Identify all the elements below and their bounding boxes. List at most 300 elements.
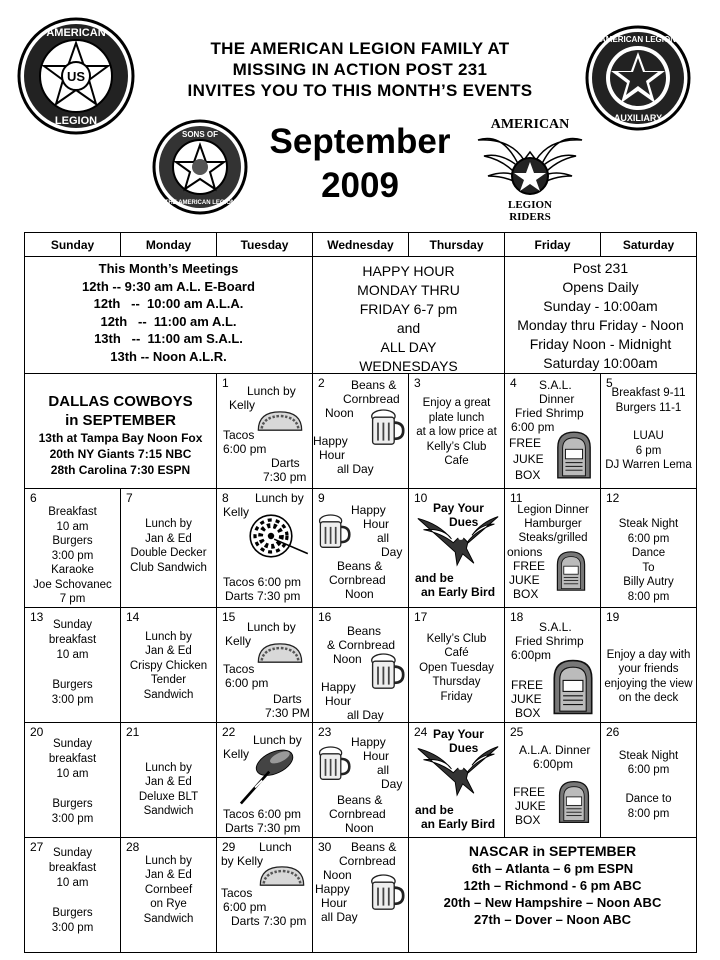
event-text: 6:00 pm bbox=[225, 675, 269, 690]
post-hours-line: Friday Noon - Midnight bbox=[529, 336, 672, 352]
event-text: Hour bbox=[325, 693, 352, 708]
day-cell-6 bbox=[25, 489, 121, 608]
event-text: Happy bbox=[321, 679, 356, 694]
event-text: breakfast bbox=[48, 861, 97, 874]
info-row bbox=[25, 257, 697, 374]
day-cell-18 bbox=[505, 607, 601, 722]
event-text: Tender bbox=[150, 674, 187, 686]
event-text: Breakfast 9-11 bbox=[611, 387, 686, 399]
week-row-2 bbox=[25, 489, 697, 608]
day-number: 11 bbox=[510, 491, 523, 505]
day-number: 19 bbox=[606, 609, 620, 624]
year: 2009 bbox=[321, 166, 399, 205]
event-text: FREE bbox=[513, 784, 546, 799]
day-cell-24 bbox=[409, 722, 505, 837]
beer-mug-icon bbox=[369, 872, 405, 914]
event-text: Lunch by bbox=[255, 491, 304, 505]
auxiliary-emblem-bottom: AUXILIARY bbox=[613, 113, 663, 123]
event-text: JUKE bbox=[509, 573, 540, 587]
day-cell-8 bbox=[217, 489, 313, 608]
event-text: Dues bbox=[449, 740, 479, 755]
day-cell-9 bbox=[313, 489, 409, 608]
day-cell-2 bbox=[313, 374, 409, 489]
event-text: DJ Warren Lema bbox=[605, 459, 692, 471]
legion-emblem-bottom: LEGION bbox=[54, 115, 98, 127]
happy-hour-line: WEDNESDAYS bbox=[359, 358, 458, 374]
weekday-wednesday: Wednesday bbox=[313, 233, 409, 257]
day-number: 21 bbox=[126, 724, 140, 739]
day-number: 5 bbox=[606, 376, 613, 390]
event-text: an Early Bird bbox=[421, 585, 496, 599]
event-text: Beans & bbox=[337, 792, 383, 807]
event-text: 7 pm bbox=[59, 593, 86, 605]
event-text: Pay Your bbox=[433, 501, 484, 515]
event-text: JUKE bbox=[513, 452, 544, 466]
day-cell-17 bbox=[409, 607, 505, 722]
legion-riders-emblem bbox=[474, 112, 586, 224]
event-text: Steak Night bbox=[618, 518, 679, 530]
day-number: 18 bbox=[510, 609, 524, 624]
event-text: 3:00 pm bbox=[51, 921, 94, 934]
nascar-title: NASCAR in SEPTEMBER bbox=[468, 842, 637, 859]
event-text: Happy bbox=[313, 434, 348, 448]
event-text: 10 am bbox=[56, 876, 89, 889]
day-cell-26 bbox=[601, 722, 697, 837]
event-text: Lunch by bbox=[253, 732, 302, 747]
event-text: Noon bbox=[323, 867, 352, 882]
event-text: Kelly bbox=[225, 633, 252, 648]
event-text: Happy bbox=[351, 734, 386, 749]
day-number: 22 bbox=[222, 724, 236, 739]
event-text: Deluxe BLT bbox=[138, 790, 199, 803]
taco-icon bbox=[255, 640, 305, 666]
event-text: Darts 7:30 pm bbox=[225, 820, 301, 835]
event-text: breakfast bbox=[48, 633, 97, 646]
event-text: at a low price at bbox=[416, 426, 497, 438]
event-text: Tacos bbox=[223, 661, 255, 676]
day-cell-15 bbox=[217, 607, 313, 722]
event-text: Jan & Ed bbox=[145, 532, 192, 545]
event-text: Kelly’s Club bbox=[426, 632, 487, 645]
event-text: all Day bbox=[347, 707, 384, 722]
post-hours-line: Post 231 bbox=[572, 260, 629, 276]
event-text: Double Decker bbox=[130, 547, 207, 559]
day-number: 28 bbox=[126, 839, 140, 854]
jukebox-icon bbox=[555, 430, 593, 480]
day-number: 17 bbox=[414, 609, 428, 624]
riders-emblem-bottom: LEGION bbox=[507, 199, 553, 211]
heading-line-2: MISSING IN ACTION POST 231 bbox=[232, 60, 488, 79]
event-text: Beans bbox=[347, 623, 382, 638]
event-text: an Early Bird bbox=[421, 816, 496, 831]
event-text: Darts 7:30 pm bbox=[231, 913, 307, 928]
event-text: 6:00 pm bbox=[627, 764, 670, 776]
heading-line-1: THE AMERICAN LEGION FAMILY AT bbox=[210, 39, 510, 58]
event-text: Darts 7:30 pm bbox=[225, 589, 301, 603]
month-title bbox=[230, 120, 490, 208]
event-text: Friday bbox=[440, 690, 473, 703]
meeting-line: 12th -- 11:00 am A.L. bbox=[100, 313, 237, 329]
event-text: Dues bbox=[449, 515, 479, 529]
meetings-box bbox=[25, 257, 313, 374]
cowboys-box bbox=[25, 374, 217, 489]
event-text: Dance bbox=[631, 547, 666, 559]
day-number: 29 bbox=[222, 839, 236, 854]
event-text: 3:00 pm bbox=[51, 693, 94, 706]
event-text: BOX bbox=[515, 812, 541, 827]
event-text: 6:00 pm bbox=[223, 442, 267, 456]
event-text: Joe Schovanec bbox=[33, 578, 112, 591]
meeting-line: 13th -- Noon A.L.R. bbox=[110, 348, 227, 364]
day-number: 30 bbox=[318, 839, 332, 854]
event-text: Burgers bbox=[52, 678, 93, 691]
day-number: 16 bbox=[318, 609, 332, 624]
event-text bbox=[601, 778, 696, 793]
meetings-title: This Month’s Meetings bbox=[98, 261, 239, 276]
event-text: BOX bbox=[513, 587, 539, 601]
beer-mug-icon bbox=[317, 513, 351, 551]
event-text: To bbox=[642, 561, 655, 574]
legion-emblem-top: AMERICAN bbox=[46, 27, 106, 39]
beer-mug-icon bbox=[317, 745, 351, 783]
event-text: Jan & Ed bbox=[145, 645, 192, 657]
day-cell-10 bbox=[409, 489, 505, 608]
day-cell-29 bbox=[217, 837, 313, 952]
event-text: Noon bbox=[325, 406, 354, 420]
event-text: 3:00 pm bbox=[51, 812, 94, 825]
event-text: Sandwich bbox=[143, 912, 194, 925]
day-cell-11 bbox=[505, 489, 601, 608]
day-number: 10 bbox=[414, 491, 428, 505]
event-text: Darts bbox=[271, 456, 300, 470]
event-text: FREE bbox=[511, 677, 544, 692]
cowboys-subtitle: in SEPTEMBER bbox=[65, 412, 176, 429]
event-text: Breakfast bbox=[48, 506, 97, 518]
day-cell-23 bbox=[313, 722, 409, 837]
day-cell-20 bbox=[25, 722, 121, 837]
event-text: Darts bbox=[273, 691, 302, 706]
event-text: on the deck bbox=[618, 692, 679, 704]
event-text: onions bbox=[507, 545, 543, 559]
event-text: Burgers bbox=[52, 906, 93, 919]
weekday-header-row bbox=[25, 233, 697, 257]
day-cell-1 bbox=[217, 374, 313, 489]
eagle-icon bbox=[415, 741, 501, 797]
event-text: Beans & bbox=[351, 378, 397, 392]
event-text: Cornbeef bbox=[144, 883, 193, 896]
event-text: Tacos 6:00 pm bbox=[223, 806, 302, 821]
day-number: 7 bbox=[126, 491, 133, 505]
nascar-race: 27th – Dover – Noon ABC bbox=[474, 911, 631, 927]
day-cell-14 bbox=[121, 607, 217, 722]
event-text: all Day bbox=[321, 909, 358, 924]
event-text: 7:30 PM bbox=[265, 705, 310, 720]
post-hours-line: Opens Daily bbox=[562, 279, 639, 295]
week-row-4 bbox=[25, 722, 697, 837]
eagle-icon bbox=[415, 511, 501, 567]
day-cell-5 bbox=[601, 374, 697, 489]
event-text: Enjoy a great bbox=[422, 397, 491, 409]
weekday-tuesday: Tuesday bbox=[217, 233, 313, 257]
event-text: breakfast bbox=[48, 752, 97, 765]
week-row-1 bbox=[25, 374, 697, 489]
event-text bbox=[25, 663, 120, 678]
day-number: 14 bbox=[126, 609, 140, 624]
american-legion-emblem bbox=[16, 16, 136, 136]
taco-icon bbox=[255, 408, 305, 434]
event-text: Kelly’s Club bbox=[426, 440, 487, 453]
event-text: BOX bbox=[515, 705, 541, 720]
event-text: all bbox=[377, 531, 390, 545]
legion-emblem-center: US bbox=[66, 69, 86, 84]
post-hours-line: Sunday - 10:00am bbox=[543, 298, 658, 314]
event-text: 6:00 pm bbox=[627, 532, 670, 545]
event-text: Hour bbox=[363, 517, 390, 531]
day-number: 23 bbox=[318, 724, 332, 739]
event-text: Burgers 11-1 bbox=[615, 401, 682, 414]
event-text: Sunday bbox=[52, 618, 92, 631]
event-text: S.A.L. bbox=[539, 378, 572, 392]
day-cell-21 bbox=[121, 722, 217, 837]
event-text: 3:00 pm bbox=[51, 549, 94, 562]
event-text: 6 pm bbox=[635, 444, 662, 457]
event-text: JUKE bbox=[515, 798, 546, 813]
event-text: 7:30 pm bbox=[263, 470, 307, 484]
event-text bbox=[601, 415, 696, 429]
riders-emblem-bottom2: RIDERS bbox=[509, 211, 551, 223]
event-text: Cornbread bbox=[339, 853, 396, 868]
day-number: 12 bbox=[606, 491, 620, 505]
event-calendar bbox=[24, 232, 697, 953]
day-cell-4 bbox=[505, 374, 601, 489]
event-text: Lunch by bbox=[145, 854, 192, 867]
beer-mug-icon bbox=[369, 408, 405, 448]
jukebox-icon bbox=[551, 658, 595, 716]
day-cell-27 bbox=[25, 837, 121, 952]
jukebox-icon bbox=[555, 549, 587, 593]
meeting-line: 13th -- 11:00 am S.A.L. bbox=[94, 331, 243, 346]
event-text: Day bbox=[381, 545, 403, 559]
day-number: 20 bbox=[30, 724, 44, 739]
event-text: Beans & bbox=[337, 559, 383, 573]
beer-mug-icon bbox=[369, 652, 405, 692]
event-text: by Kelly bbox=[221, 853, 264, 868]
flyer-heading bbox=[140, 38, 580, 101]
event-text: Happy bbox=[351, 503, 386, 517]
auxiliary-emblem bbox=[584, 24, 692, 132]
event-text: Happy bbox=[315, 881, 350, 896]
event-text: all bbox=[377, 762, 390, 777]
event-text: Beans & bbox=[351, 839, 397, 854]
day-cell-30 bbox=[313, 837, 409, 952]
weekday-monday: Monday bbox=[121, 233, 217, 257]
day-cell-16 bbox=[313, 607, 409, 722]
event-text: FREE bbox=[509, 436, 542, 450]
event-text: Lunch by bbox=[145, 630, 192, 643]
week-row-3 bbox=[25, 607, 697, 722]
weekday-thursday: Thursday bbox=[409, 233, 505, 257]
nascar-race: 20th – New Hampshire – Noon ABC bbox=[443, 894, 662, 910]
event-text: Pay Your bbox=[433, 726, 484, 741]
event-text: Café bbox=[444, 647, 469, 659]
event-text: Lunch by bbox=[145, 761, 192, 774]
event-text: Club Sandwich bbox=[130, 561, 207, 574]
cowboys-game: 28th Carolina 7:30 ESPN bbox=[50, 463, 191, 477]
sons-emblem-top: SONS OF bbox=[181, 130, 219, 139]
event-text: on Rye bbox=[150, 898, 187, 910]
event-text: Billy Autry bbox=[623, 576, 674, 588]
event-text: A.L.A. Dinner bbox=[519, 742, 591, 757]
day-number: 27 bbox=[30, 839, 44, 854]
event-text: Sandwich bbox=[143, 688, 194, 701]
day-cell-12 bbox=[601, 489, 697, 608]
dart-icon bbox=[235, 745, 307, 807]
post-hours-line: Monday thru Friday - Noon bbox=[517, 317, 684, 333]
weekday-saturday: Saturday bbox=[601, 233, 697, 257]
event-text: and be bbox=[415, 571, 454, 585]
weekday-friday: Friday bbox=[505, 233, 601, 257]
event-text bbox=[25, 891, 120, 906]
event-text: 8:00 pm bbox=[627, 590, 670, 603]
day-number: 25 bbox=[510, 724, 524, 739]
day-number: 8 bbox=[222, 491, 229, 505]
week-row-5 bbox=[25, 837, 697, 952]
event-text: Enjoy a day with bbox=[606, 648, 691, 661]
sons-emblem-bottom: THE AMERICAN LEGION bbox=[164, 200, 236, 206]
event-text: Cornbread bbox=[343, 392, 400, 406]
weekday-sunday: Sunday bbox=[25, 233, 121, 257]
event-text: 6:00 pm bbox=[511, 420, 555, 434]
happy-hour-line: FRIDAY 6-7 pm bbox=[359, 301, 458, 317]
event-text: Hour bbox=[321, 895, 348, 910]
day-number: 26 bbox=[606, 724, 620, 739]
event-text: Fried Shrimp bbox=[515, 633, 584, 648]
day-number: 1 bbox=[222, 376, 229, 390]
day-number: 24 bbox=[414, 724, 428, 739]
event-text: Lunch by bbox=[247, 619, 296, 634]
event-text: Steak Night bbox=[618, 749, 679, 762]
event-text: Noon bbox=[345, 820, 374, 835]
event-text: 10 am bbox=[56, 520, 89, 533]
event-text: Dinner bbox=[539, 392, 575, 406]
post-hours-line: Saturday 10:00am bbox=[543, 355, 658, 371]
event-text: Burgers bbox=[52, 797, 93, 810]
month-name: September bbox=[269, 122, 451, 161]
event-text: Kelly bbox=[223, 505, 250, 519]
event-text: Kelly bbox=[223, 746, 250, 761]
event-text: Tacos bbox=[221, 885, 253, 900]
day-number: 9 bbox=[318, 491, 325, 505]
cowboys-game: 13th at Tampa Bay Noon Fox bbox=[38, 431, 203, 445]
happy-hour-line: MONDAY THRU bbox=[357, 282, 460, 298]
event-text: Jan & Ed bbox=[145, 776, 192, 788]
event-text: Hamburger bbox=[524, 518, 582, 530]
event-text: Noon bbox=[333, 651, 362, 666]
auxiliary-emblem-top: AMERICAN LEGION bbox=[600, 35, 676, 44]
event-text: Sunday bbox=[52, 846, 92, 859]
event-text: enjoying the view bbox=[604, 677, 693, 690]
nascar-box bbox=[409, 837, 697, 952]
cowboys-title: DALLAS COWBOYS bbox=[48, 393, 193, 410]
event-text: Steaks/grilled bbox=[518, 532, 588, 544]
event-text: Cornbread bbox=[329, 573, 386, 587]
event-text: Hour bbox=[319, 448, 346, 462]
event-text: Sandwich bbox=[143, 805, 194, 817]
day-cell-19 bbox=[601, 607, 697, 722]
event-text: Burgers bbox=[52, 535, 93, 547]
day-cell-7 bbox=[121, 489, 217, 608]
event-text: & Cornbread bbox=[327, 637, 396, 652]
event-text: Lunch by bbox=[145, 518, 192, 530]
event-text: Karaoke bbox=[51, 564, 94, 576]
dartboard-icon bbox=[247, 511, 311, 561]
happy-hour-line: ALL DAY bbox=[380, 339, 437, 355]
day-number: 2 bbox=[318, 376, 325, 390]
day-cell-22 bbox=[217, 722, 313, 837]
meeting-line: 12th -- 9:30 am A.L. E-Board bbox=[82, 278, 255, 294]
event-text: FREE bbox=[513, 559, 546, 573]
jukebox-icon bbox=[557, 779, 591, 825]
event-text bbox=[25, 782, 120, 797]
day-cell-3 bbox=[409, 374, 505, 489]
day-number: 15 bbox=[222, 609, 236, 624]
happy-hour-line: HAPPY HOUR bbox=[362, 263, 455, 279]
event-text: Jan & Ed bbox=[145, 869, 192, 881]
day-number: 4 bbox=[510, 376, 517, 390]
event-text: Crispy Chicken bbox=[129, 659, 208, 672]
happy-hour-box bbox=[313, 257, 505, 374]
day-number: 6 bbox=[30, 491, 37, 505]
meeting-line: 12th -- 10:00 am A.L.A. bbox=[93, 296, 244, 311]
day-cell-28 bbox=[121, 837, 217, 952]
day-cell-13 bbox=[25, 607, 121, 722]
event-text: Tacos 6:00 pm bbox=[223, 575, 302, 589]
event-text: Day bbox=[381, 776, 403, 791]
event-text: 10 am bbox=[56, 767, 89, 780]
event-text: 8:00 pm bbox=[627, 807, 670, 820]
nascar-race: 6th – Atlanta – 6 pm ESPN bbox=[471, 860, 634, 876]
day-number: 3 bbox=[414, 376, 421, 390]
event-text: Cafe bbox=[444, 455, 469, 467]
event-text: 10 am bbox=[56, 648, 89, 661]
nascar-race: 12th – Richmond - 6 pm ABC bbox=[463, 877, 642, 893]
event-text: Sunday bbox=[52, 737, 92, 750]
event-text: 6:00pm bbox=[533, 756, 574, 771]
event-text: Kelly bbox=[229, 398, 256, 412]
event-text: Lunch bbox=[259, 839, 292, 854]
day-number: 13 bbox=[30, 609, 44, 624]
event-text: 6:00 pm bbox=[223, 899, 267, 914]
event-text: Open Tuesday bbox=[419, 661, 494, 674]
event-text: your friends bbox=[618, 663, 679, 675]
event-text: Lunch by bbox=[247, 384, 296, 398]
post-hours-box bbox=[505, 257, 697, 374]
event-text: BOX bbox=[515, 468, 541, 482]
event-text: Legion Dinner bbox=[517, 504, 589, 516]
event-text: Hour bbox=[363, 748, 390, 763]
event-text: plate lunch bbox=[428, 411, 485, 424]
event-text: Tacos bbox=[223, 428, 255, 442]
event-text: all Day bbox=[337, 462, 374, 476]
event-text: 6:00pm bbox=[511, 647, 552, 662]
cowboys-game: 20th NY Giants 7:15 NBC bbox=[49, 447, 192, 461]
riders-emblem-top: AMERICAN bbox=[490, 117, 570, 132]
event-text: Dance to bbox=[625, 793, 672, 805]
event-text: S.A.L. bbox=[539, 619, 572, 634]
day-cell-25 bbox=[505, 722, 601, 837]
event-text: and be bbox=[415, 802, 454, 817]
event-text: Thursday bbox=[432, 676, 481, 688]
